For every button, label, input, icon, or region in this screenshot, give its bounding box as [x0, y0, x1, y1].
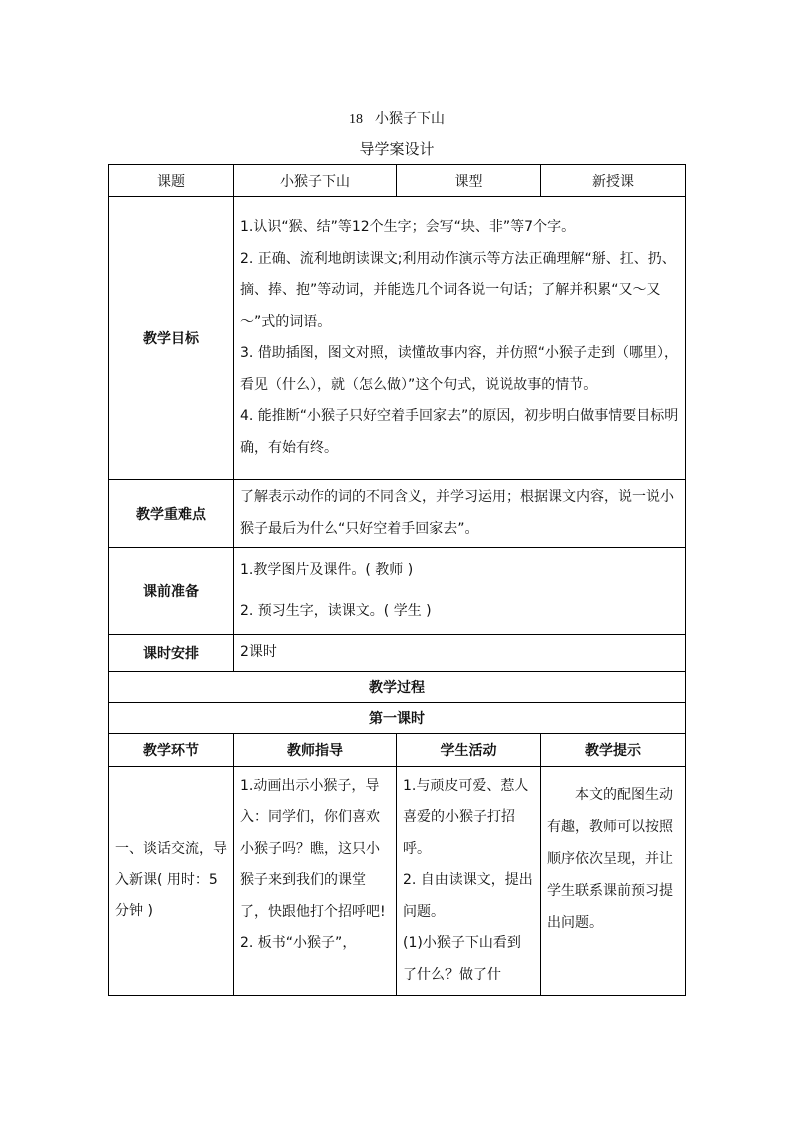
goals-label: 教学目标: [109, 197, 234, 480]
process-header-row: [109, 733, 686, 766]
process-section-title: 教学过程: [109, 671, 686, 702]
key-row: [109, 480, 686, 548]
teacher-step: 1.动画出示小猴子，导入：同学们，你们喜欢小猴子吗？瞧，这只小猴子来到我们的课堂了，快跟他打个招呼吧!: [240, 777, 386, 920]
lesson-plan-table: [108, 164, 686, 996]
prep-row: [109, 548, 686, 635]
prep-cell: [234, 548, 686, 635]
tip-cell: [541, 766, 686, 996]
time-value: 2课时: [234, 635, 686, 672]
goal-item: 2. 正确、流利地朗读课文;利用动作演示等方法正确理解“掰、扛、扔、摘、捧、抱”等动词，并能选几个词各说一句话；了解并积累“又～又～”式的词语。: [240, 250, 676, 330]
student-step: 2. 自由读课文，提出问题。: [403, 872, 533, 920]
teacher-cell: [234, 766, 397, 996]
lesson-heading: [0, 108, 794, 128]
lesson-number: 18: [349, 112, 363, 127]
period-title: 第一课时: [109, 702, 686, 733]
type-value: 新授课: [541, 165, 686, 197]
tip-text: 本文的配图生动有趣，教师可以按照顺序依次呈现，并让学生联系课前预习提出问题。: [547, 786, 673, 931]
goals-row: [109, 197, 686, 480]
time-row: [109, 635, 686, 672]
topic-row: [109, 165, 686, 197]
goals-cell: [234, 197, 686, 480]
topic-value: 小猴子下山: [234, 165, 397, 197]
stage-cell: 一、谈话交流，导入新课( 用时：5分钟 ): [109, 766, 234, 996]
time-label: 课时安排: [109, 635, 234, 672]
process-row: [109, 766, 686, 996]
teacher-step: 2. 板书“小猴子”，: [240, 935, 357, 951]
goal-item: 4. 能推断“小猴子只好空着手回家去”的原因，初步明白做事情要目标明确，有始有终。: [240, 408, 679, 456]
student-cell: [397, 766, 541, 996]
key-label: 教学重难点: [109, 480, 234, 548]
student-step: 1.与顽皮可爱、惹人喜爱的小猴子打招呼。: [403, 777, 529, 857]
key-text: 了解表示动作的词的不同含义，并学习运用；根据课文内容，说一说小猴子最后为什么“只好空着手回家去”。: [234, 480, 686, 548]
process-section-row: [109, 671, 686, 702]
goal-item: 3. 借助插图，图文对照，读懂故事内容，并仿照“小猴子走到（哪里），看见（什么），就（怎么做）”这个句式，说说故事的情节。: [240, 345, 679, 393]
lesson-title: 小猴子下山: [375, 111, 445, 127]
prep-label: 课前准备: [109, 548, 234, 635]
column-header: 教学提示: [541, 733, 686, 766]
column-header: 学生活动: [397, 733, 541, 766]
period-row: [109, 702, 686, 733]
page-subtitle: 导学案设计: [359, 140, 435, 158]
column-header: 教学环节: [109, 733, 234, 766]
type-label: 课型: [397, 165, 541, 197]
topic-label: 课题: [109, 165, 234, 197]
prep-item: 2. 预习生字，读课文。( 学生 ): [240, 603, 432, 619]
column-header: 教师指导: [234, 733, 397, 766]
goal-item: 1.认识“猴、结”等12个生字；会写“块、非”等7个字。: [240, 219, 576, 235]
student-step: (1)小猴子下山看到了什么？做了什: [403, 935, 521, 983]
prep-item: 1.教学图片及课件。( 教师 ): [240, 562, 414, 578]
